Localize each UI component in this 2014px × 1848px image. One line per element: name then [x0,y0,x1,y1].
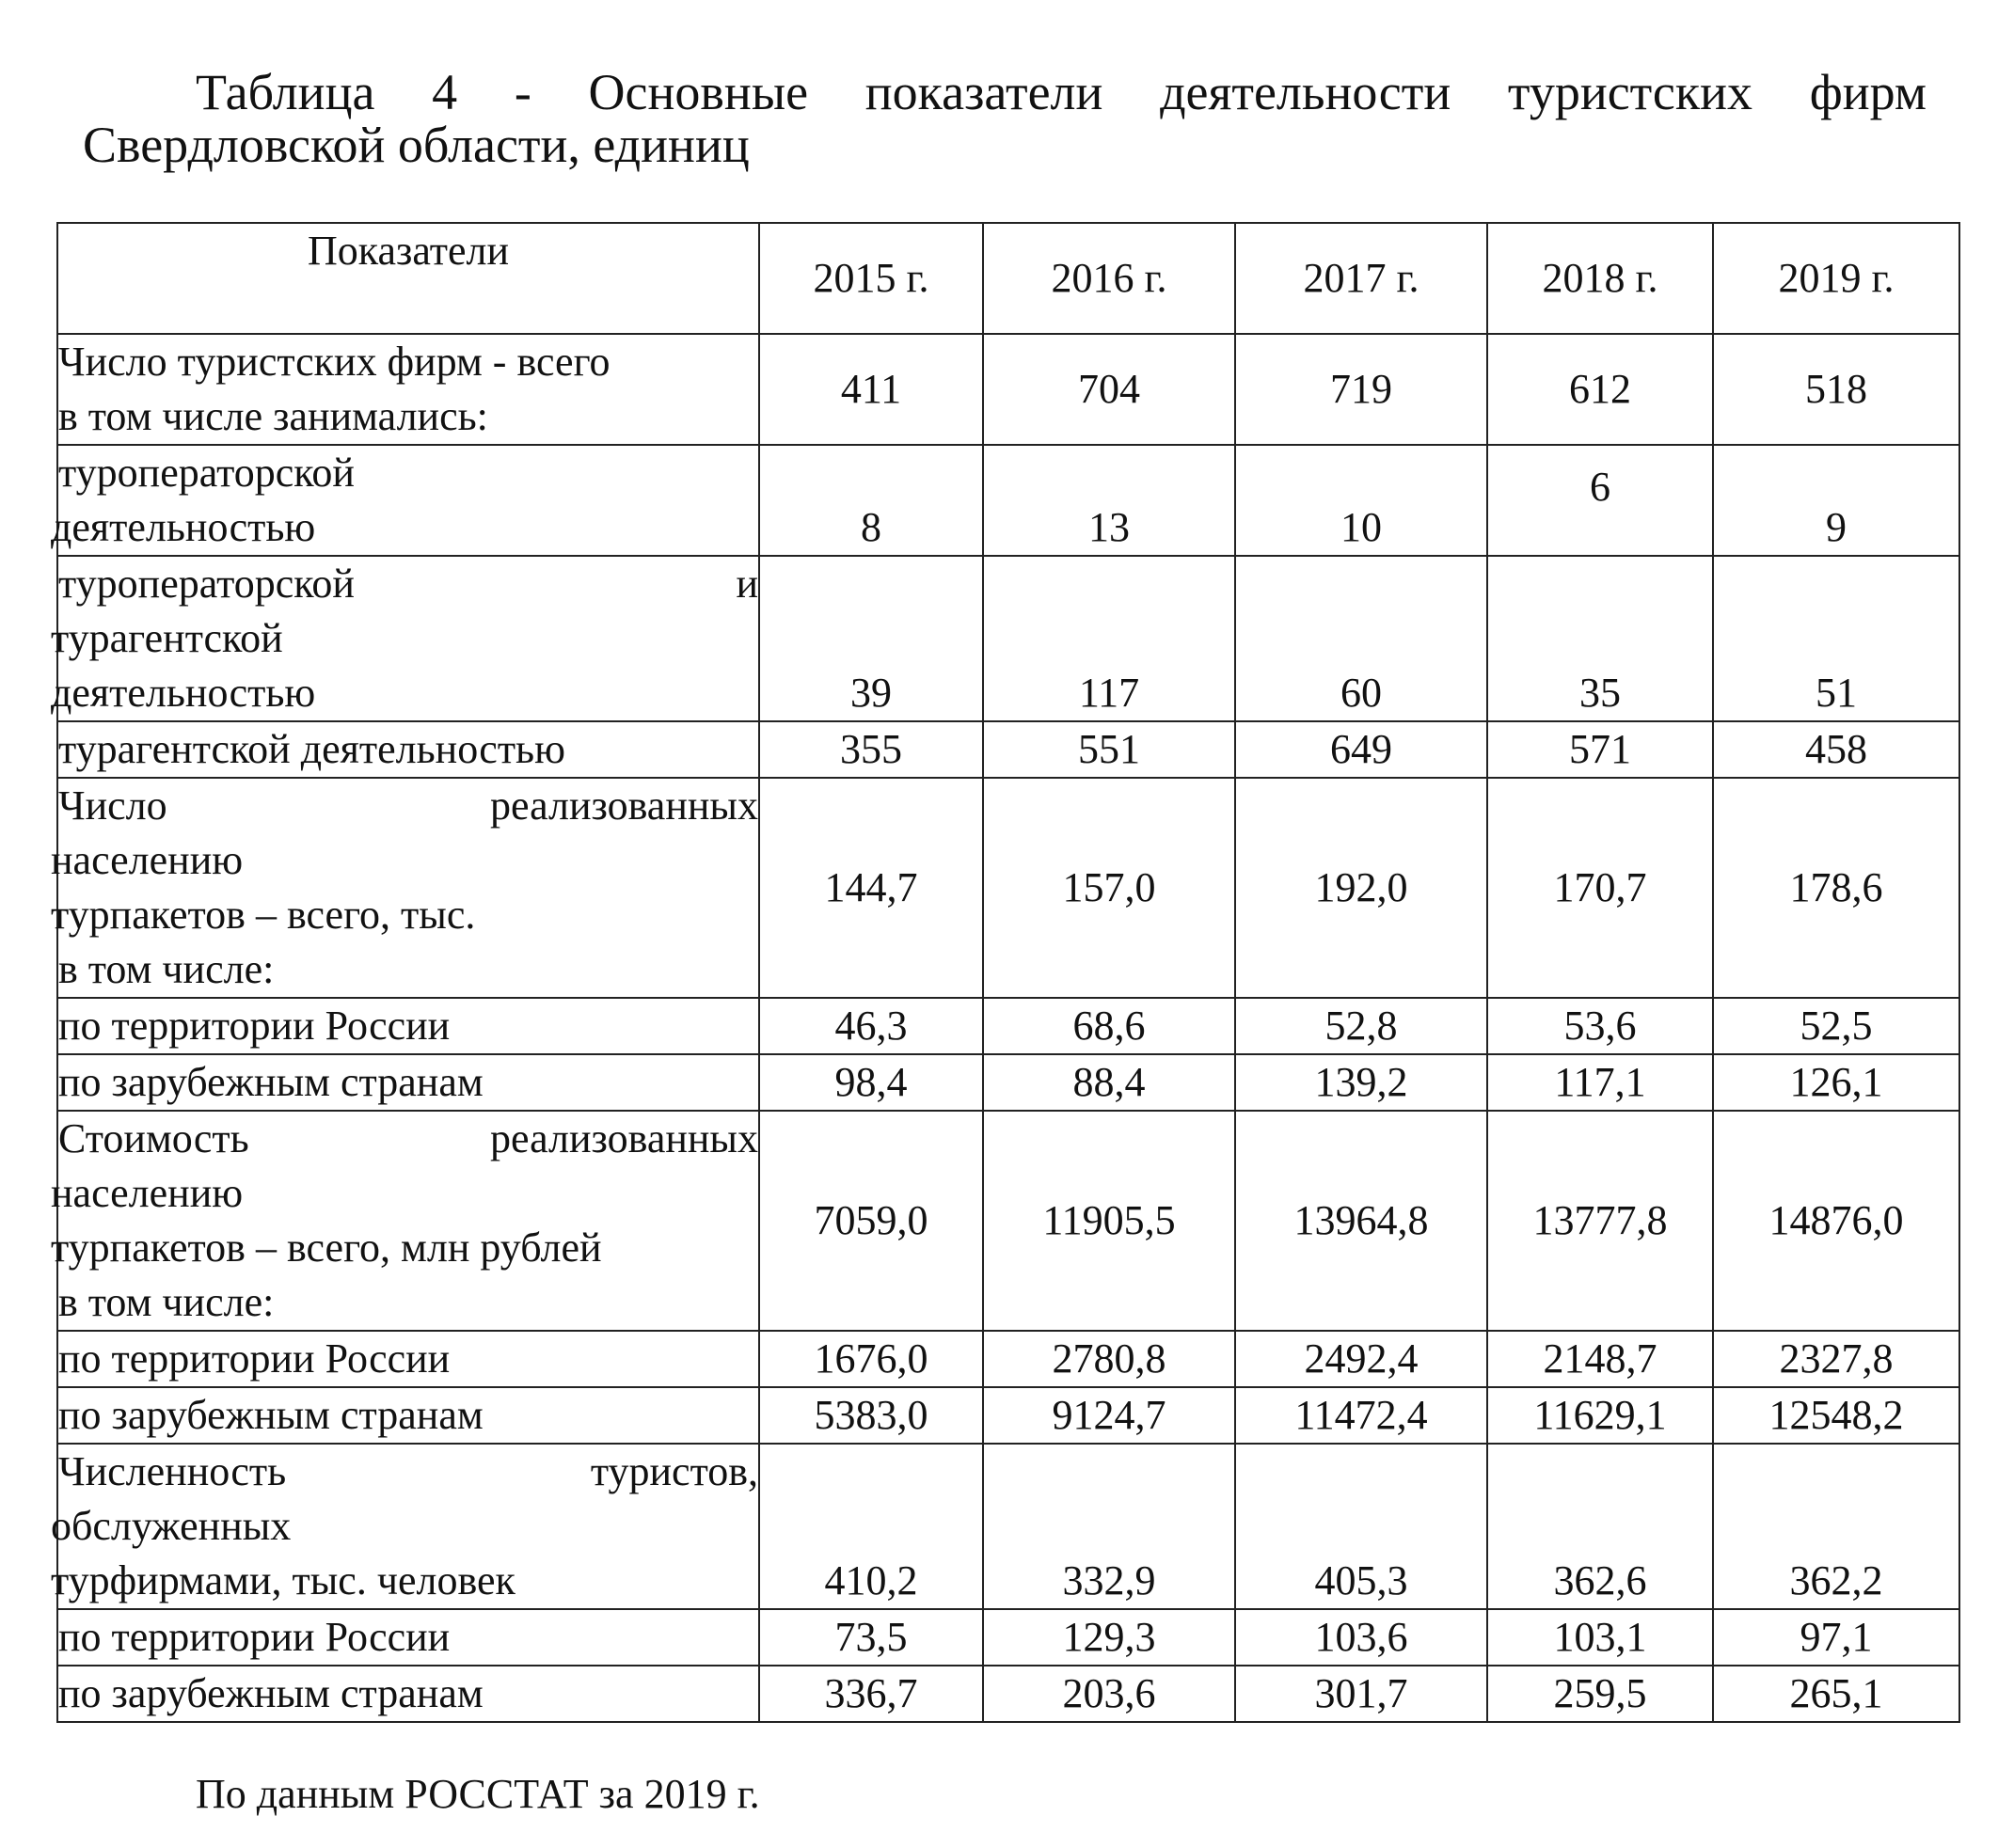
value-cell: 14876,0 [1713,1111,1959,1331]
row-label-line: населению [51,1170,244,1216]
row-label-line: Число реализованных [58,782,758,829]
value-cell: 571 [1487,721,1713,778]
row-label-line: Стоимость реализованных [58,1115,758,1161]
row-label [51,556,759,721]
header-year-2016: 2016 г. [983,223,1235,334]
row-label-line: по зарубежным странам [58,1392,484,1438]
value-cell: 5383,0 [759,1387,983,1444]
table-row [57,778,1959,998]
value-cell: 144,7 [759,778,983,998]
indicators-table [51,222,1960,1723]
row-label-line: по зарубежным странам [58,1670,484,1716]
row-label-line: по территории России [58,1335,451,1382]
value-cell: 103,6 [1235,1609,1487,1666]
table-row [57,1387,1959,1444]
row-label-line: по зарубежным странам [58,1059,484,1105]
row-label-line: Число туристских фирм - всего [58,339,611,385]
table-row [57,1331,1959,1387]
header-year-2018: 2018 г. [1487,223,1713,334]
value-cell: 68,6 [983,998,1235,1054]
row-label-line: Численность туристов, [58,1448,758,1494]
row-label-line: туроператорской [58,450,355,496]
value-cell: 11629,1 [1487,1387,1713,1444]
row-label-line: по территории России [58,1003,451,1049]
row-label-line: турфирмами, тыс. человек [51,1557,515,1603]
value-cell: 362,2 [1713,1444,1959,1609]
value-cell: 10 [1235,445,1487,556]
table-header-row [57,223,1959,334]
value-cell: 259,5 [1487,1666,1713,1722]
row-label-line: в том числе занимались: [58,393,488,439]
value-cell: 178,6 [1713,778,1959,998]
row-label-line: обслуженных [51,1503,292,1549]
row-label [57,1054,759,1111]
value-cell: 11905,5 [983,1111,1235,1331]
value-cell: 301,7 [1235,1666,1487,1722]
value-cell: 46,3 [759,998,983,1054]
value-cell: 405,3 [1235,1444,1487,1609]
value-cell: 2327,8 [1713,1331,1959,1387]
value-cell: 2780,8 [983,1331,1235,1387]
value-cell: 2148,7 [1487,1331,1713,1387]
table-row [57,556,1959,721]
value-cell: 117 [983,556,1235,721]
value-cell: 649 [1235,721,1487,778]
value-cell: 6 [1487,445,1713,556]
header-year-2019: 2019 г. [1713,223,1959,334]
row-label [51,445,759,556]
row-label-line: по территории России [58,1614,451,1660]
value-cell: 332,9 [983,1444,1235,1609]
value-cell: 362,6 [1487,1444,1713,1609]
row-label [57,998,759,1054]
value-cell: 98,4 [759,1054,983,1111]
value-cell: 51 [1713,556,1959,721]
row-label-line: в том числе: [58,946,275,992]
table-row [57,721,1959,778]
value-cell: 139,2 [1235,1054,1487,1111]
table-row [57,1666,1959,1722]
row-label-line: турпакетов – всего, млн рублей [51,1224,602,1271]
value-cell: 13964,8 [1235,1111,1487,1331]
row-label [51,1444,759,1609]
value-cell: 9124,7 [983,1387,1235,1444]
table-row [57,1609,1959,1666]
header-year-2017: 2017 г. [1235,223,1487,334]
row-label-line: населению [51,837,244,883]
source-note: По данным РОССТАТ за 2019 г. [196,1771,760,1817]
table-row [57,334,1959,445]
row-label [57,334,759,445]
value-cell: 126,1 [1713,1054,1959,1111]
value-cell: 336,7 [759,1666,983,1722]
table-row [57,1054,1959,1111]
value-cell: 265,1 [1713,1666,1959,1722]
value-cell: 11472,4 [1235,1387,1487,1444]
value-cell: 1676,0 [759,1331,983,1387]
value-cell: 97,1 [1713,1609,1959,1666]
row-label [51,778,759,998]
value-cell: 73,5 [759,1609,983,1666]
row-label-line: деятельностью [51,670,316,716]
row-label [57,1387,759,1444]
value-cell: 117,1 [1487,1054,1713,1111]
row-label-line: деятельностью [51,504,316,550]
row-label-line: турагентской [51,615,283,661]
value-cell: 8 [759,445,983,556]
value-cell: 7059,0 [759,1111,983,1331]
value-cell: 2492,4 [1235,1331,1487,1387]
value-cell: 704 [983,334,1235,445]
value-cell: 13777,8 [1487,1111,1713,1331]
value-cell: 410,2 [759,1444,983,1609]
value-cell: 192,0 [1235,778,1487,998]
value-cell: 157,0 [983,778,1235,998]
row-label-line: турагентской деятельностью [58,726,565,772]
value-cell: 52,5 [1713,998,1959,1054]
caption-line-2: Свердловской области, единиц [83,117,750,173]
value-cell: 719 [1235,334,1487,445]
value-cell: 355 [759,721,983,778]
header-year-2015: 2015 г. [759,223,983,334]
header-indicators: Показатели [57,223,759,334]
value-cell: 170,7 [1487,778,1713,998]
value-cell: 518 [1713,334,1959,445]
row-label-line: турпакетов – всего, тыс. [51,892,476,938]
value-cell: 53,6 [1487,998,1713,1054]
table-row [57,445,1959,556]
row-label [57,1666,759,1722]
value-cell: 52,8 [1235,998,1487,1054]
caption-line-1: Таблица 4 - Основные показатели деятельности туристских фирм [196,64,1927,120]
table-row [57,1444,1959,1609]
value-cell: 203,6 [983,1666,1235,1722]
row-label [57,1331,759,1387]
row-label-line: в том числе: [58,1279,275,1325]
value-cell: 60 [1235,556,1487,721]
value-cell: 458 [1713,721,1959,778]
row-label [57,721,759,778]
value-cell: 129,3 [983,1609,1235,1666]
value-cell: 551 [983,721,1235,778]
value-cell: 39 [759,556,983,721]
table-row [57,998,1959,1054]
row-label [57,1609,759,1666]
value-cell: 13 [983,445,1235,556]
table-caption [83,66,1927,171]
value-cell: 411 [759,334,983,445]
table-row [57,1111,1959,1331]
value-cell: 612 [1487,334,1713,445]
value-cell: 9 [1713,445,1959,556]
row-label-line: туроператорской и [58,561,758,607]
value-cell: 35 [1487,556,1713,721]
value-cell: 12548,2 [1713,1387,1959,1444]
row-label [51,1111,759,1331]
value-cell: 88,4 [983,1054,1235,1111]
value-cell: 103,1 [1487,1609,1713,1666]
